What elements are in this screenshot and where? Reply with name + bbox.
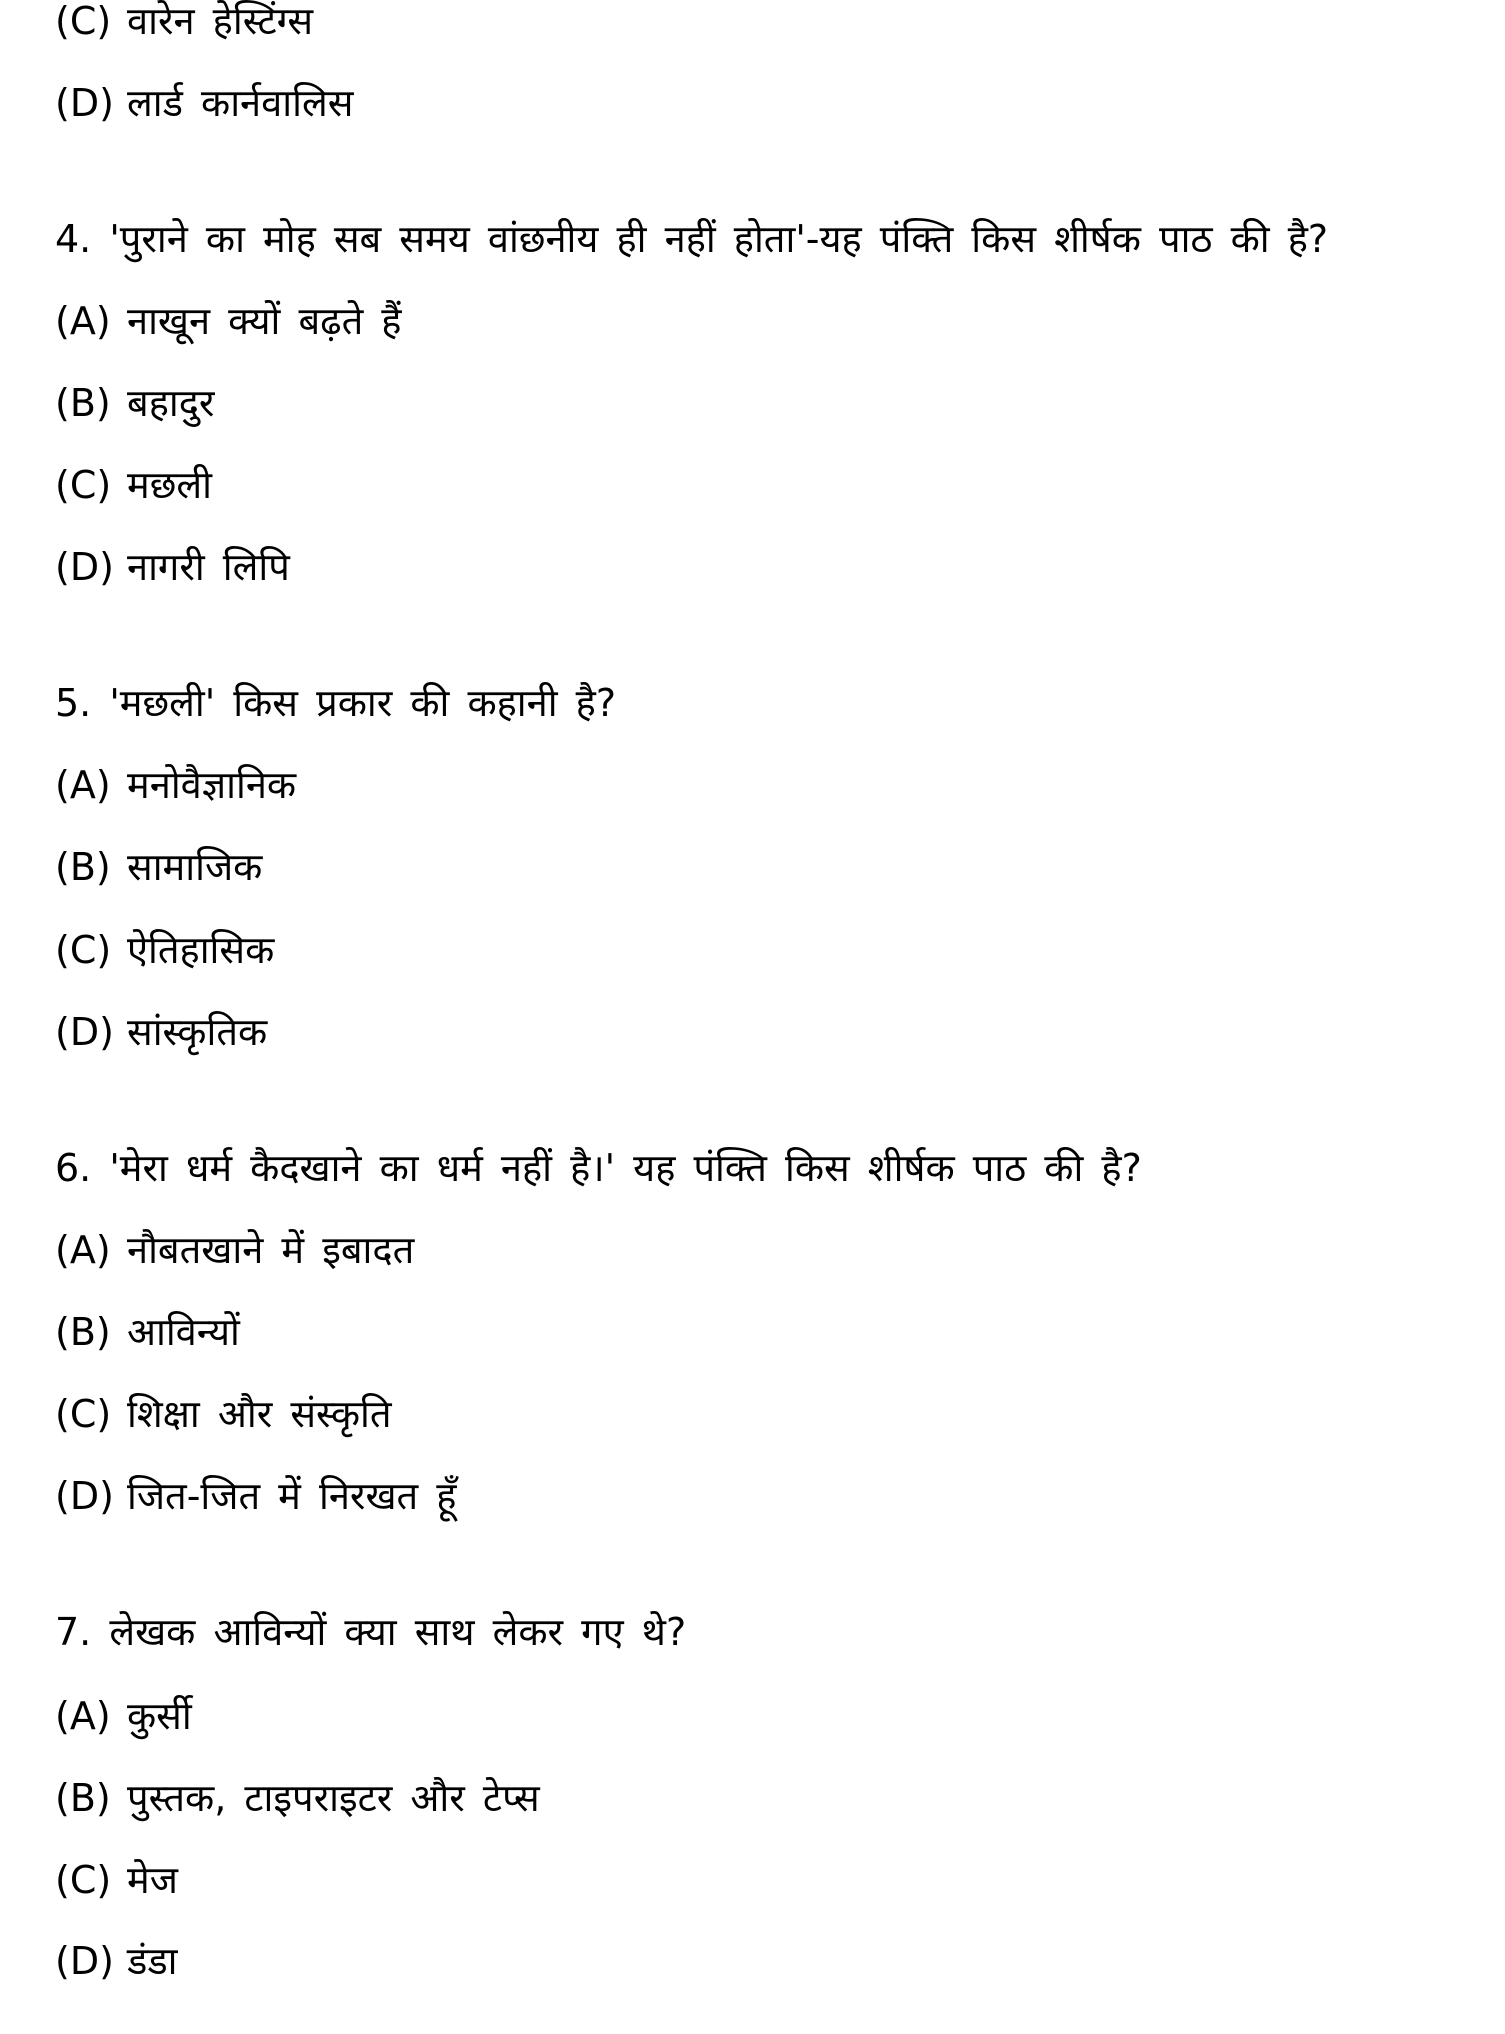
option-text: मनोवैज्ञानिक [127,763,297,807]
option-line [55,378,214,428]
option-label: (B) [55,845,111,889]
option-text: सामाजिक [127,845,263,889]
option-line [55,760,296,810]
question-text: 7. लेखक आविन्यों क्या साथ लेकर गए थे? [55,1610,687,1654]
option-label: (D) [55,81,114,125]
option-text: लार्ड कार्नवालिस [127,81,354,125]
option-label: (D) [55,545,114,589]
option-line [55,1773,540,1823]
option-line [55,925,274,975]
option-line [55,1389,392,1439]
option-text: जित-जित में निरखत हूँ [127,1474,457,1518]
option-text: मछली [127,463,212,507]
option-label: (C) [55,463,112,507]
option-text: ऐतिहासिक [127,928,275,972]
option-line [55,1307,240,1357]
option-label: (A) [55,1228,111,1272]
option-line [55,542,290,592]
option-label: (C) [55,1858,112,1902]
question-text: 6. 'मेरा धर्म कैदखाने का धर्म नहीं है।' यह पंक्ति किस शीर्षक पाठ की है? [55,1146,1142,1190]
option-label: (C) [55,1392,112,1436]
option-label: (A) [55,763,111,807]
option-label: (D) [55,1939,114,1983]
option-label: (A) [55,1694,111,1738]
option-text: सांस्कृतिक [127,1010,268,1054]
option-text: नाखून क्यों बढ़ते हैं [127,299,402,343]
option-text: मेज [127,1858,178,1902]
option-line [55,460,212,510]
question-text: 4. 'पुराने का मोह सब समय वांछनीय ही नहीं होता'-यह पंक्ति किस शीर्षक पाठ की है? [55,217,1329,261]
option-text: शिक्षा और संस्कृति [127,1392,392,1436]
question-text: 5. 'मछली' किस प्रकार की कहानी है? [55,681,617,725]
option-label: (C) [55,928,112,972]
option-line [55,842,262,892]
option-line [55,0,313,46]
option-label: (B) [55,1310,111,1354]
option-label: (A) [55,299,111,343]
option-label: (B) [55,1776,111,1820]
option-label: (B) [55,381,111,425]
option-text: नौबतखाने में इबादत [127,1228,415,1272]
option-text: वारेन हेस्टिंग्स [127,0,314,43]
option-line [55,78,353,128]
option-line [55,1855,178,1905]
option-line [55,1225,414,1275]
option-line [55,1471,456,1521]
option-line [55,296,402,346]
option-line [55,1936,178,1986]
option-label: (D) [55,1474,114,1518]
option-text: कुर्सी [127,1694,192,1738]
option-text: नागरी लिपि [127,545,290,589]
option-label: (D) [55,1010,114,1054]
option-label: (C) [55,0,112,43]
option-text: आविन्यों [127,1310,240,1354]
option-text: बहादुर [127,381,215,425]
option-text: पुस्तक, टाइपराइटर और टेप्स [127,1776,540,1820]
option-line [55,1691,192,1741]
option-line [55,1007,267,1057]
option-text: डंडा [127,1939,178,1983]
